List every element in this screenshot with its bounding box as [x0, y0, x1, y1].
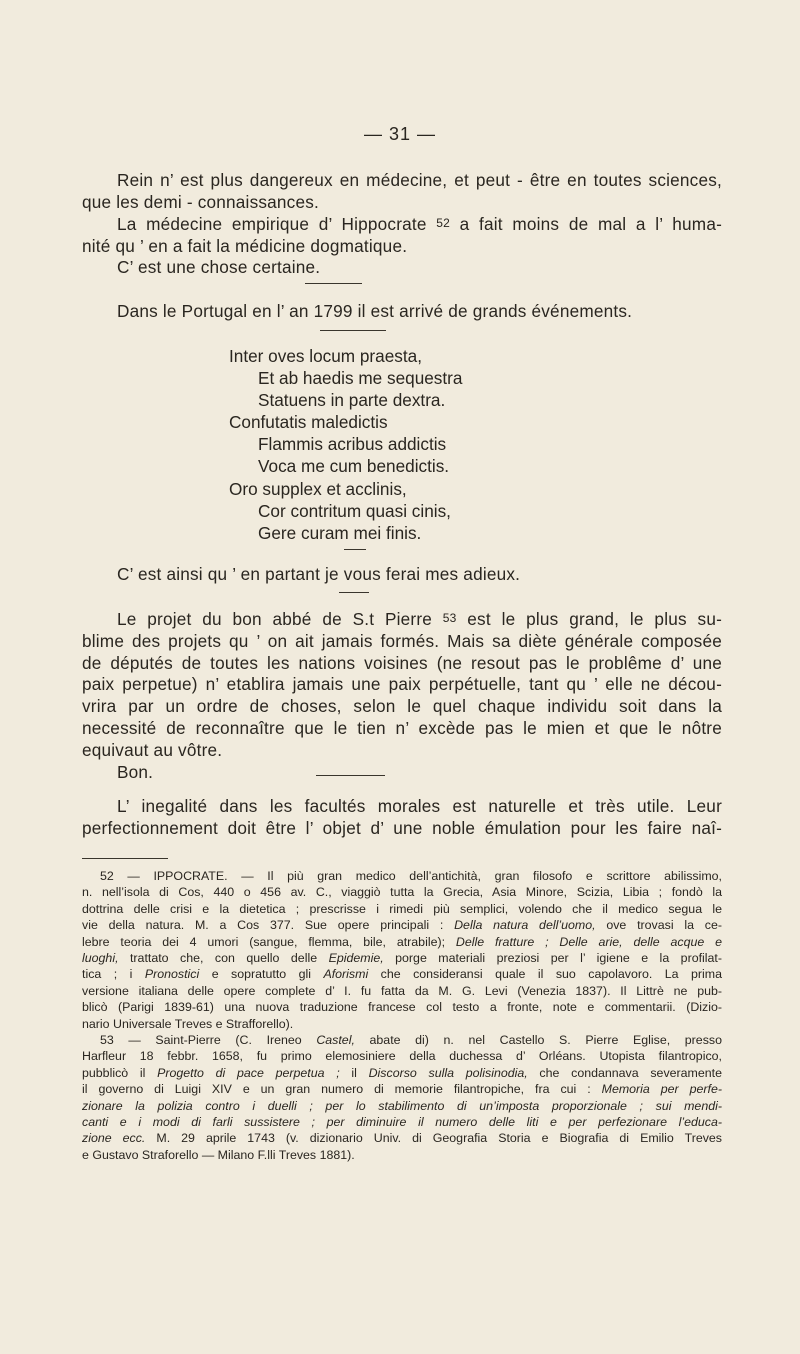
footnote-span: Harfleur 18 febbr. 1658, fu primo elemosiniere della duchessa d’ Orléans. Utopista filantropico, [82, 1049, 722, 1064]
text-line: nité qu ’ en a fait la médicine dogmatique. [82, 235, 408, 256]
footnote-span: 52 — IPPOCRATE. — Il più gran medico dell’antichità, gran filosofo e scrittore abilissimo, [100, 869, 722, 883]
footnote-span: ove trovasi la ce- [595, 918, 722, 933]
separator-rule [316, 775, 385, 776]
footnote-span: 53 — Saint-Pierre (C. Ireneo [100, 1033, 317, 1047]
separator-rule [339, 592, 369, 593]
footnote-span: Memoria per perfe- [601, 1082, 722, 1097]
verse-line: Gere curam mei finis. [258, 522, 422, 543]
footnote-line [82, 1048, 722, 1064]
text-line: necessité de reconnaître que le tien n’ excède pas le mien et que le nôtre [82, 717, 722, 738]
text-line: paix perpetue) n’ etablira jamais une paix perpétuelle, tant qu ’ elle ne décou- [82, 674, 722, 695]
verse-line: Statuens in parte dextra. [258, 389, 446, 410]
footnote-span: abate di) n. nel Castello S. Pierre Eglise, presso [354, 1033, 722, 1047]
paragraph-7 [82, 762, 722, 784]
footnote-span: zionare la polizia contro i duelli ; per lo stabilimento di un’imposta proporzionale ; sui mendi- [82, 1098, 722, 1113]
text-line: C’ est une chose certaine. [117, 257, 321, 277]
verse-line: Oro supplex et acclinis, [229, 479, 407, 499]
footnote-line [82, 901, 722, 917]
footnote-line [82, 917, 722, 933]
text-line: equivaut au vôtre. [82, 739, 223, 760]
verse-stanza-2 [229, 412, 449, 477]
text-line: vrira par un ordre de choses, selon le quel chaque individu soit dans la [82, 696, 722, 717]
page-number: — 31 — [363, 124, 437, 144]
footnote-span: Epidemie, [328, 951, 384, 966]
footnote-span: Progetto di pace perpetua ; [157, 1065, 340, 1080]
footnote-span: lebre teoria dei 4 umori (sangue, flemma, bile, atrabile); [82, 934, 456, 949]
footnote-line [82, 1114, 722, 1130]
verse-stanza-3 [229, 479, 451, 544]
footnote-span: Discorso sulla polisinodia, [368, 1065, 528, 1080]
footnote-span: zione ecc. [82, 1131, 146, 1146]
text-line: Dans le Portugal en l’ an 1799 il est arrivé de grands événements. [117, 301, 633, 321]
footnote-line [82, 999, 722, 1015]
paragraph-2 [82, 213, 722, 258]
footnote-span: che condannava severamente [527, 1065, 722, 1080]
footnote-line [82, 1147, 722, 1163]
separator-rule [320, 330, 386, 331]
footnote-span: porge materiali preziosi per l’ igiene e la profilat- [383, 951, 722, 966]
text-line: que les demi - connaissances. [82, 191, 320, 212]
footnote-line [82, 934, 722, 950]
footnote-line [82, 1098, 722, 1114]
text-line: blime des projets qu ’ on ait jamais formés. Mais sa diète générale composée [82, 630, 722, 651]
text-span: est le plus grand, le plus su- [456, 609, 722, 629]
footnote-line [82, 1130, 722, 1146]
footnote-span: pubblicò il [82, 1065, 158, 1080]
footnote-span: tica ; i [82, 967, 145, 982]
footnote-span: e sopratutto gli [199, 967, 324, 982]
verse-line: Flammis acribus addictis [258, 433, 447, 454]
footnote-ref: 52 [436, 216, 451, 230]
paragraph-8 [82, 796, 722, 840]
paragraph-6 [82, 608, 722, 762]
footnote-rule [82, 858, 168, 859]
footnote-line [82, 868, 722, 884]
paragraph-1 [82, 170, 722, 214]
footnote-line [82, 1032, 722, 1048]
verse-line: Voca me cum benedictis. [258, 455, 450, 476]
footnote-line [82, 1065, 722, 1081]
footnote-span: luoghi, [82, 951, 119, 966]
footnote-span: dottrina delle crisi e la dietetica ; prescrisse i rimedi più semplici, volendo che il medico segua le [82, 901, 722, 916]
footnote-span: e Gustavo Straforello — Milano F.lli Treves 1881). [82, 1147, 355, 1162]
footnote-line [82, 983, 722, 999]
footnote-span: il [339, 1065, 369, 1080]
footnote-line [82, 1081, 722, 1097]
paragraph-4 [82, 301, 722, 323]
footnote-span: trattato che, con quello delle [118, 951, 329, 966]
text-line [82, 213, 722, 236]
text-line [82, 608, 722, 631]
footnote-52 [82, 868, 722, 1032]
text-line: L’ inegalité dans les facultés morales est naturelle et très utile. Leur [117, 796, 722, 816]
text-span: a fait moins de mal a l’ huma- [450, 214, 722, 234]
footnote-span: vie della natura. M. a Cos 377. Sue opere principali : [82, 918, 455, 933]
text-line: de députés de toutes les nations voisines (ne resout pas le problême d’ une [82, 652, 722, 673]
text-line: C’ est ainsi qu ’ en partant je vous ferai mes adieux. [117, 564, 521, 584]
footnote-span: versione italiana delle opere complete d’ I. fu fatta da M. G. Levi (Venezia 1837). Il Littrè ne pub- [82, 983, 722, 998]
text-line: perfectionnement doit être l’ objet d’ une noble émulation pour les faire naî- [82, 817, 722, 838]
footnote-line [82, 884, 722, 900]
footnote-span: Della natura dell’uomo, [454, 918, 596, 933]
footnote-ref: 53 [442, 611, 457, 625]
footnote-span: Aforismi [323, 967, 369, 982]
footnote-line [82, 1016, 722, 1032]
paragraph-5 [82, 564, 722, 586]
footnote-span: che consideransi quale il suo capolavoro. La prima [368, 967, 722, 982]
footnote-53 [82, 1032, 722, 1163]
footnote-line [82, 966, 722, 982]
verse-stanza-1 [229, 346, 462, 411]
footnote-span: canti e i modi di farli sussistere ; per diminuire il numero delle liti e per perfezionare l’educa- [82, 1115, 722, 1130]
footnote-span: il governo di Luigi XIV e un gran numero di memorie filantropiche, fra cui : [82, 1082, 602, 1097]
text-line: Bon. [117, 762, 154, 782]
footnote-span: n. nell’isola di Cos, 440 o 456 av. C., viaggiò tutta la Grecia, Asia Minore, Scizia, Libia ; fondò la [82, 885, 722, 900]
separator-rule [344, 549, 366, 550]
footnote-line [82, 950, 722, 966]
verse-line: Inter oves locum praesta, [229, 346, 422, 366]
separator-rule [305, 283, 362, 284]
footnote-span: Delle fratture ; Delle arie, delle acque e [455, 934, 722, 949]
text-span: La médecine empirique d’ Hippocrate [117, 214, 427, 234]
footnote-span: Castel, [316, 1033, 355, 1047]
footnote-span: M. 29 aprile 1743 (v. dizionario Univ. di Geografia Storia e Biografia di Emilio Treves [145, 1131, 722, 1146]
verse-line: Confutatis maledictis [229, 412, 388, 432]
footnote-span: blicò (Parigi 1839-61) una nuova traduzione francese col testo a fronte, note e commentarii. (Dizio- [82, 1000, 722, 1015]
footnote-span: Pronostici [144, 967, 200, 982]
verse-line: Cor contritum quasi cinis, [258, 500, 451, 521]
text-line: Rein n’ est plus dangereux en médecine, et peut - être en toutes sciences, [117, 170, 722, 190]
footnote-span: nario Universale Treves e Strafforello). [82, 1016, 294, 1031]
verse-line: Et ab haedis me sequestra [258, 367, 463, 388]
text-span: Le projet du bon abbé de S.t Pierre [117, 609, 433, 629]
paragraph-3 [82, 257, 722, 279]
